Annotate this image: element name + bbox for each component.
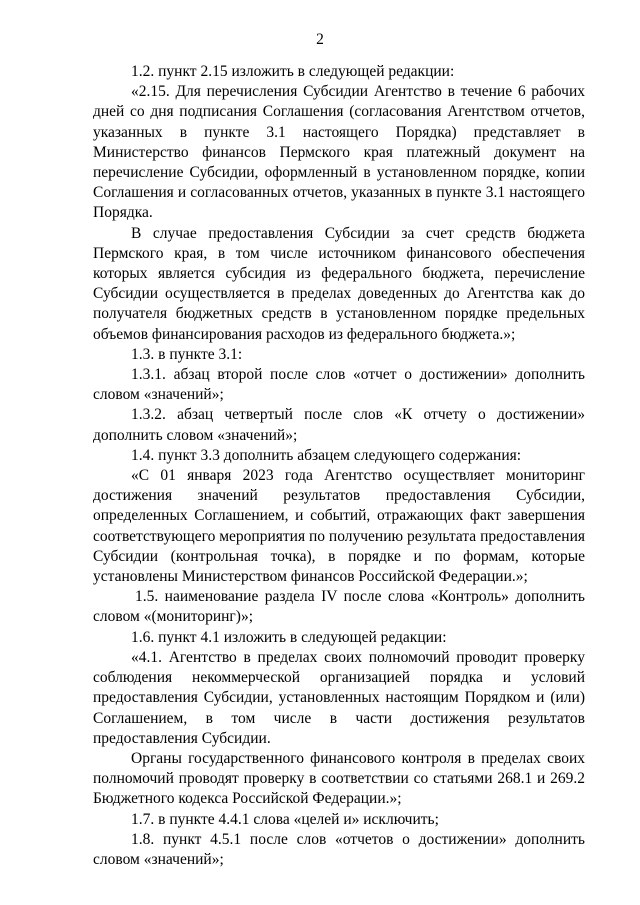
paragraph: 1.8. пункт 4.5.1 после слов «отчетов о достижении» дополнить словом «значений»; xyxy=(93,830,585,868)
paragraph: «2.15. Для перечисления Субсидии Агентство в течение 6 рабочих дней со дня подписания Соглашения (согласования Агентством отчетов, указанных в пункте 3.1 настоящего Порядка) представляет в Министерство финансов Пермского края платежный документ на перечисление Субсидии, оформленный в установленном порядке, копии Соглашения и согласованных отчетов, указанных в пункте 3.1 настоящего Порядка. xyxy=(93,83,585,222)
paragraph: 1.3.1. абзац второй после слов «отчет о достижении» дополнить словом «значений»; xyxy=(93,366,585,404)
document-body xyxy=(93,62,585,870)
paragraph: В случае предоставления Субсидии за счет средств бюджета Пермского края, в том числе источником финансового обеспечения которых является субсидия из федерального бюджета, перечисление Субсидии осуществляется в пределах доведенных до Агентства как до получателя бюджетных средств в установленном порядке предельных объемов финансирования расходов из федерального бюджета.»; xyxy=(93,224,585,343)
paragraph: 1.6. пункт 4.1 изложить в следующей редакции: xyxy=(131,628,447,646)
paragraph: 1.5. наименование раздела IV после слова «Контроль» дополнить словом «(мониторинг)»; xyxy=(93,588,585,626)
page-number: 2 xyxy=(316,31,324,48)
paragraph: «4.1. Агентство в пределах своих полномочий проводит проверку соблюдения некоммерческой организацией порядка и условий предоставления Субсидии, установленных настоящим Порядком и (или) Соглашением, в том числе в части достижения результатов предоставления Субсидии. xyxy=(93,648,585,747)
paragraph: 1.7. в пункте 4.4.1 слова «целей и» исключить; xyxy=(131,810,439,828)
paragraph: «С 01 января 2023 года Агентство осуществляет мониторинг достижения значений результатов предоставления Субсидии, определенных Соглашением, и событий, отражающих факт завершения соответствующего мероприятия по получению результата предоставления Субсидии (контрольная точка), в порядке и по формам, которые установлены Министерством финансов Российской Федерации.»; xyxy=(93,467,585,586)
paragraph: 1.2. пункт 2.15 изложить в следующей редакции: xyxy=(131,63,455,80)
paragraph: Органы государственного финансового контроля в пределах своих полномочий проводят проверку в соответствии со статьями 268.1 и 269.2 Бюджетного кодекса Российской Федерации.»; xyxy=(93,749,585,808)
paragraph: 1.3. в пункте 3.1: xyxy=(131,345,243,363)
paragraph: 1.3.2. абзац четвертый после слов «К отчету о достижении» дополнить словом «значений»; xyxy=(93,406,585,444)
paragraph: 1.4. пункт 3.3 дополнить абзацем следующего содержания: xyxy=(131,446,522,464)
